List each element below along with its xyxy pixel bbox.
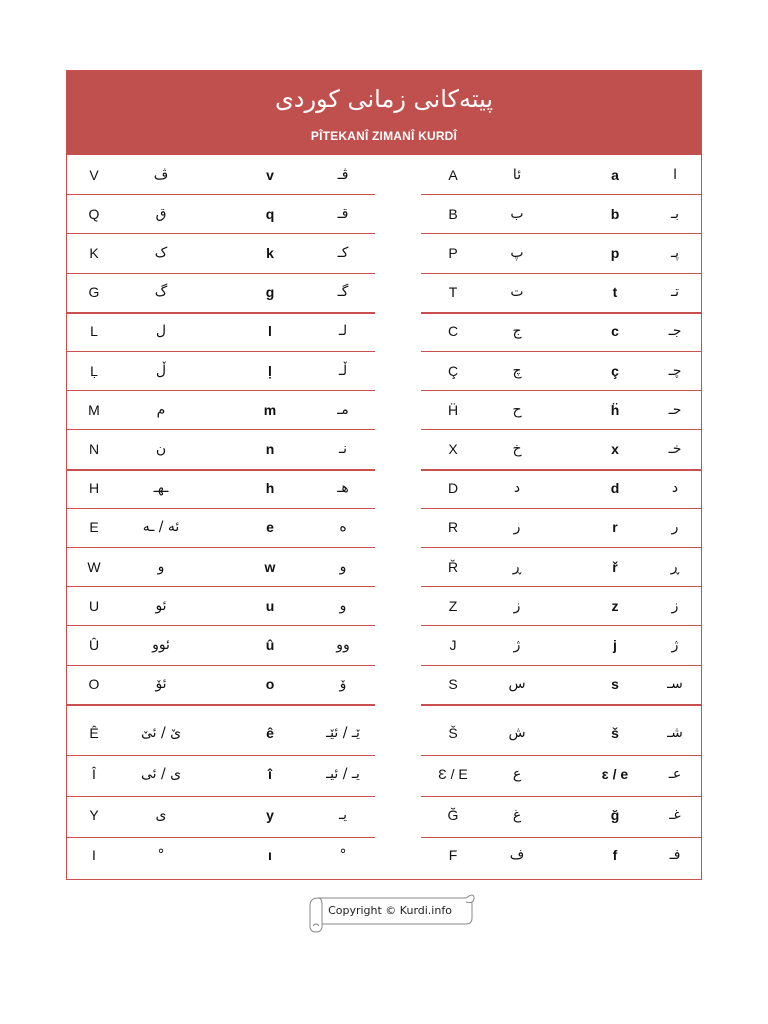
left-latin-lower: g: [265, 284, 275, 301]
right-latin-upper: Š: [448, 725, 458, 742]
table-row: [67, 625, 701, 664]
right-kurdish-initial: ز: [671, 597, 679, 614]
left-latin-upper: E: [89, 519, 99, 536]
title-kurdish: پیتەکانی زمانی کوردی: [274, 85, 494, 113]
right-latin-upper: C: [447, 323, 459, 340]
right-latin-upper: T: [448, 284, 458, 301]
right-kurdish-isolated: ج: [512, 323, 522, 340]
right-kurdish-isolated: چ: [512, 362, 522, 379]
right-kurdish-initial: جـ: [668, 323, 682, 340]
left-latin-lower: v: [266, 166, 274, 183]
table-row: [67, 351, 701, 390]
right-kurdish-isolated: ز: [513, 597, 521, 614]
left-latin-lower: q: [265, 205, 275, 222]
left-kurdish-isolated: ئوو: [152, 636, 170, 653]
left-latin-upper: Î: [92, 766, 96, 782]
table-row: [67, 233, 701, 272]
right-kurdish-initial: ژ: [671, 636, 679, 653]
right-kurdish-isolated: ش: [508, 725, 526, 742]
table-row: [67, 429, 701, 468]
right-kurdish-initial: شـ: [667, 725, 683, 742]
table-row: [67, 665, 701, 704]
right-latin-upper: Ç: [447, 362, 459, 379]
left-latin-upper: K: [89, 244, 99, 261]
left-latin-lower: h: [265, 480, 275, 497]
table-row: [67, 469, 701, 508]
right-kurdish-initial: فـ: [669, 847, 681, 864]
left-latin-lower: y: [266, 806, 274, 823]
right-latin-lower: ɛ / e: [601, 766, 629, 782]
left-kurdish-initial: ۆ: [339, 676, 347, 693]
right-kurdish-initial: ڕ: [670, 558, 680, 575]
left-latin-lower: ê: [266, 725, 274, 742]
left-kurdish-initial: ڤـ: [337, 166, 349, 183]
right-kurdish-isolated: ژ: [513, 636, 521, 653]
left-kurdish-isolated: ن: [155, 440, 167, 457]
left-latin-lower: k: [266, 244, 274, 261]
left-kurdish-isolated: ل: [155, 323, 167, 340]
left-kurdish-isolated: ـهـ: [153, 480, 169, 497]
left-kurdish-initial: مـ: [337, 401, 349, 418]
left-kurdish-initial: و: [339, 558, 347, 575]
left-kurdish-initial: هـ: [337, 480, 349, 497]
right-kurdish-isolated: د: [513, 480, 521, 497]
right-kurdish-initial: بـ: [671, 205, 679, 222]
alphabet-table: [66, 70, 702, 880]
right-latin-lower: ḧ: [610, 401, 620, 418]
right-kurdish-initial: ا: [673, 166, 677, 183]
table-row: [67, 155, 701, 194]
right-latin-upper: A: [448, 166, 458, 183]
right-kurdish-initial: عـ: [668, 766, 682, 782]
right-kurdish-initial: غـ: [669, 806, 681, 823]
left-latin-upper: Ḷ: [90, 362, 98, 379]
right-latin-lower: r: [612, 519, 618, 536]
left-kurdish-isolated: ئو: [155, 597, 167, 614]
right-kurdish-isolated: خ: [512, 440, 522, 457]
right-latin-lower: c: [611, 323, 619, 340]
right-latin-lower: j: [613, 636, 617, 653]
left-latin-lower: n: [265, 440, 275, 457]
right-kurdish-initial: خـ: [668, 440, 682, 457]
right-latin-lower: ç: [611, 362, 619, 379]
left-kurdish-isolated: و: [157, 558, 165, 575]
left-kurdish-initial: کـ: [337, 244, 349, 261]
left-kurdish-isolated: ڤ: [153, 166, 169, 183]
left-latin-lower: o: [265, 676, 275, 693]
left-kurdish-initial: ڵـ: [338, 362, 348, 379]
right-kurdish-isolated: ڕ: [512, 558, 522, 575]
right-latin-upper: D: [447, 480, 459, 497]
right-latin-upper: X: [448, 440, 458, 457]
left-kurdish-isolated: ی / ئی: [140, 766, 182, 782]
row-divider: [67, 704, 375, 706]
left-kurdish-initial: لـ: [338, 323, 348, 340]
left-kurdish-initial: گـ: [337, 284, 349, 301]
right-kurdish-initial: حـ: [668, 401, 682, 418]
right-kurdish-initial: تـ: [671, 284, 679, 301]
left-latin-upper: Y: [89, 806, 99, 823]
table-row: [67, 547, 701, 586]
left-kurdish-isolated: ئە / ـە: [142, 519, 180, 536]
left-kurdish-isolated: ئۆ: [155, 676, 167, 693]
left-latin-lower: w: [264, 558, 276, 575]
table-row: [67, 508, 701, 547]
left-kurdish-initial: و: [339, 597, 347, 614]
left-kurdish-initial: یـ: [339, 806, 347, 823]
left-latin-lower: ḷ: [268, 362, 272, 379]
right-latin-upper: Ğ: [447, 806, 459, 823]
left-latin-lower: u: [265, 597, 275, 614]
left-kurdish-isolated: م: [156, 401, 166, 418]
left-latin-upper: M: [88, 401, 100, 418]
left-latin-upper: L: [90, 323, 98, 340]
left-latin-lower: l: [268, 323, 272, 340]
right-latin-upper: S: [448, 676, 458, 693]
left-kurdish-initial: ێـ / ئێـ: [326, 725, 360, 742]
left-kurdish-initial: °: [339, 847, 347, 864]
right-latin-upper: F: [448, 847, 458, 864]
title-latin: PÎTEKANÎ ZIMANÎ KURDÎ: [310, 129, 458, 143]
right-latin-lower: x: [611, 440, 619, 457]
right-latin-lower: ğ: [610, 806, 620, 823]
right-kurdish-isolated: ئا: [512, 166, 522, 183]
left-latin-lower: î: [268, 766, 272, 782]
right-latin-lower: p: [610, 244, 620, 261]
table-row: [67, 833, 701, 877]
right-latin-lower: š: [611, 725, 619, 742]
right-kurdish-isolated: ع: [512, 766, 522, 782]
right-kurdish-initial: سـ: [667, 676, 683, 693]
right-kurdish-initial: چـ: [668, 362, 682, 379]
table-row: [67, 752, 701, 796]
right-latin-lower: z: [611, 597, 619, 614]
right-latin-upper: B: [448, 205, 458, 222]
right-kurdish-initial: ر: [671, 519, 679, 536]
left-latin-upper: Q: [88, 205, 100, 222]
table-row: [67, 312, 701, 351]
right-latin-lower: a: [611, 166, 619, 183]
right-latin-upper: Ḧ: [447, 401, 459, 418]
right-kurdish-isolated: ف: [509, 847, 525, 864]
right-latin-upper: Ɛ / E: [438, 766, 468, 782]
table-row: [67, 194, 701, 233]
left-latin-upper: N: [88, 440, 100, 457]
right-kurdish-initial: د: [671, 480, 679, 497]
right-latin-lower: ř: [612, 558, 618, 575]
right-latin-upper: Z: [448, 597, 458, 614]
left-latin-upper: V: [89, 166, 99, 183]
left-kurdish-isolated: ێ / ئێ: [140, 725, 182, 742]
left-kurdish-initial: قـ: [337, 205, 349, 222]
right-latin-upper: J: [449, 636, 457, 653]
table-row: [67, 793, 701, 837]
left-kurdish-isolated: گ: [154, 284, 168, 301]
right-kurdish-isolated: ر: [513, 519, 521, 536]
right-latin-lower: d: [610, 480, 620, 497]
left-kurdish-initial: یـ / ئیـ: [326, 766, 360, 782]
left-kurdish-isolated: ق: [155, 205, 167, 222]
right-latin-upper: R: [447, 519, 459, 536]
left-kurdish-initial: ە: [339, 519, 347, 536]
right-latin-lower: t: [612, 284, 618, 301]
right-kurdish-isolated: پ: [510, 244, 524, 261]
copyright-text: Copyright © Kurdi.info: [328, 904, 452, 917]
left-latin-upper: Û: [88, 636, 100, 653]
left-latin-upper: Ê: [89, 725, 99, 742]
left-latin-lower: m: [263, 401, 277, 418]
left-latin-upper: H: [88, 480, 100, 497]
table-header: [67, 71, 701, 155]
left-latin-upper: I: [92, 847, 96, 864]
left-latin-upper: U: [88, 597, 100, 614]
left-kurdish-isolated: °: [157, 847, 165, 864]
row-divider: [421, 704, 701, 706]
left-kurdish-isolated: ی: [155, 806, 167, 823]
right-kurdish-isolated: غ: [512, 806, 522, 823]
left-latin-upper: W: [87, 558, 101, 575]
left-latin-lower: û: [265, 636, 275, 653]
left-kurdish-initial: نـ: [339, 440, 347, 457]
right-latin-lower: s: [611, 676, 619, 693]
left-kurdish-isolated: ڵ: [155, 362, 167, 379]
left-latin-lower: e: [266, 519, 274, 536]
left-latin-lower: ı: [268, 847, 272, 864]
right-latin-lower: b: [610, 205, 620, 222]
left-latin-upper: O: [88, 676, 100, 693]
left-kurdish-isolated: ک: [154, 244, 168, 261]
table-row: [67, 390, 701, 429]
right-kurdish-isolated: ح: [512, 401, 522, 418]
copyright-scroll: [304, 888, 476, 936]
table-row: [67, 273, 701, 312]
right-latin-upper: P: [448, 244, 458, 261]
right-kurdish-initial: پـ: [671, 244, 679, 261]
left-kurdish-initial: وو: [336, 636, 350, 653]
table-row: [67, 711, 701, 755]
right-kurdish-isolated: ت: [510, 284, 524, 301]
left-latin-upper: G: [88, 284, 100, 301]
right-kurdish-isolated: ب: [510, 205, 524, 222]
right-latin-upper: Ř: [447, 558, 459, 575]
right-kurdish-isolated: س: [508, 676, 526, 693]
right-latin-lower: f: [612, 847, 618, 864]
table-row: [67, 586, 701, 625]
